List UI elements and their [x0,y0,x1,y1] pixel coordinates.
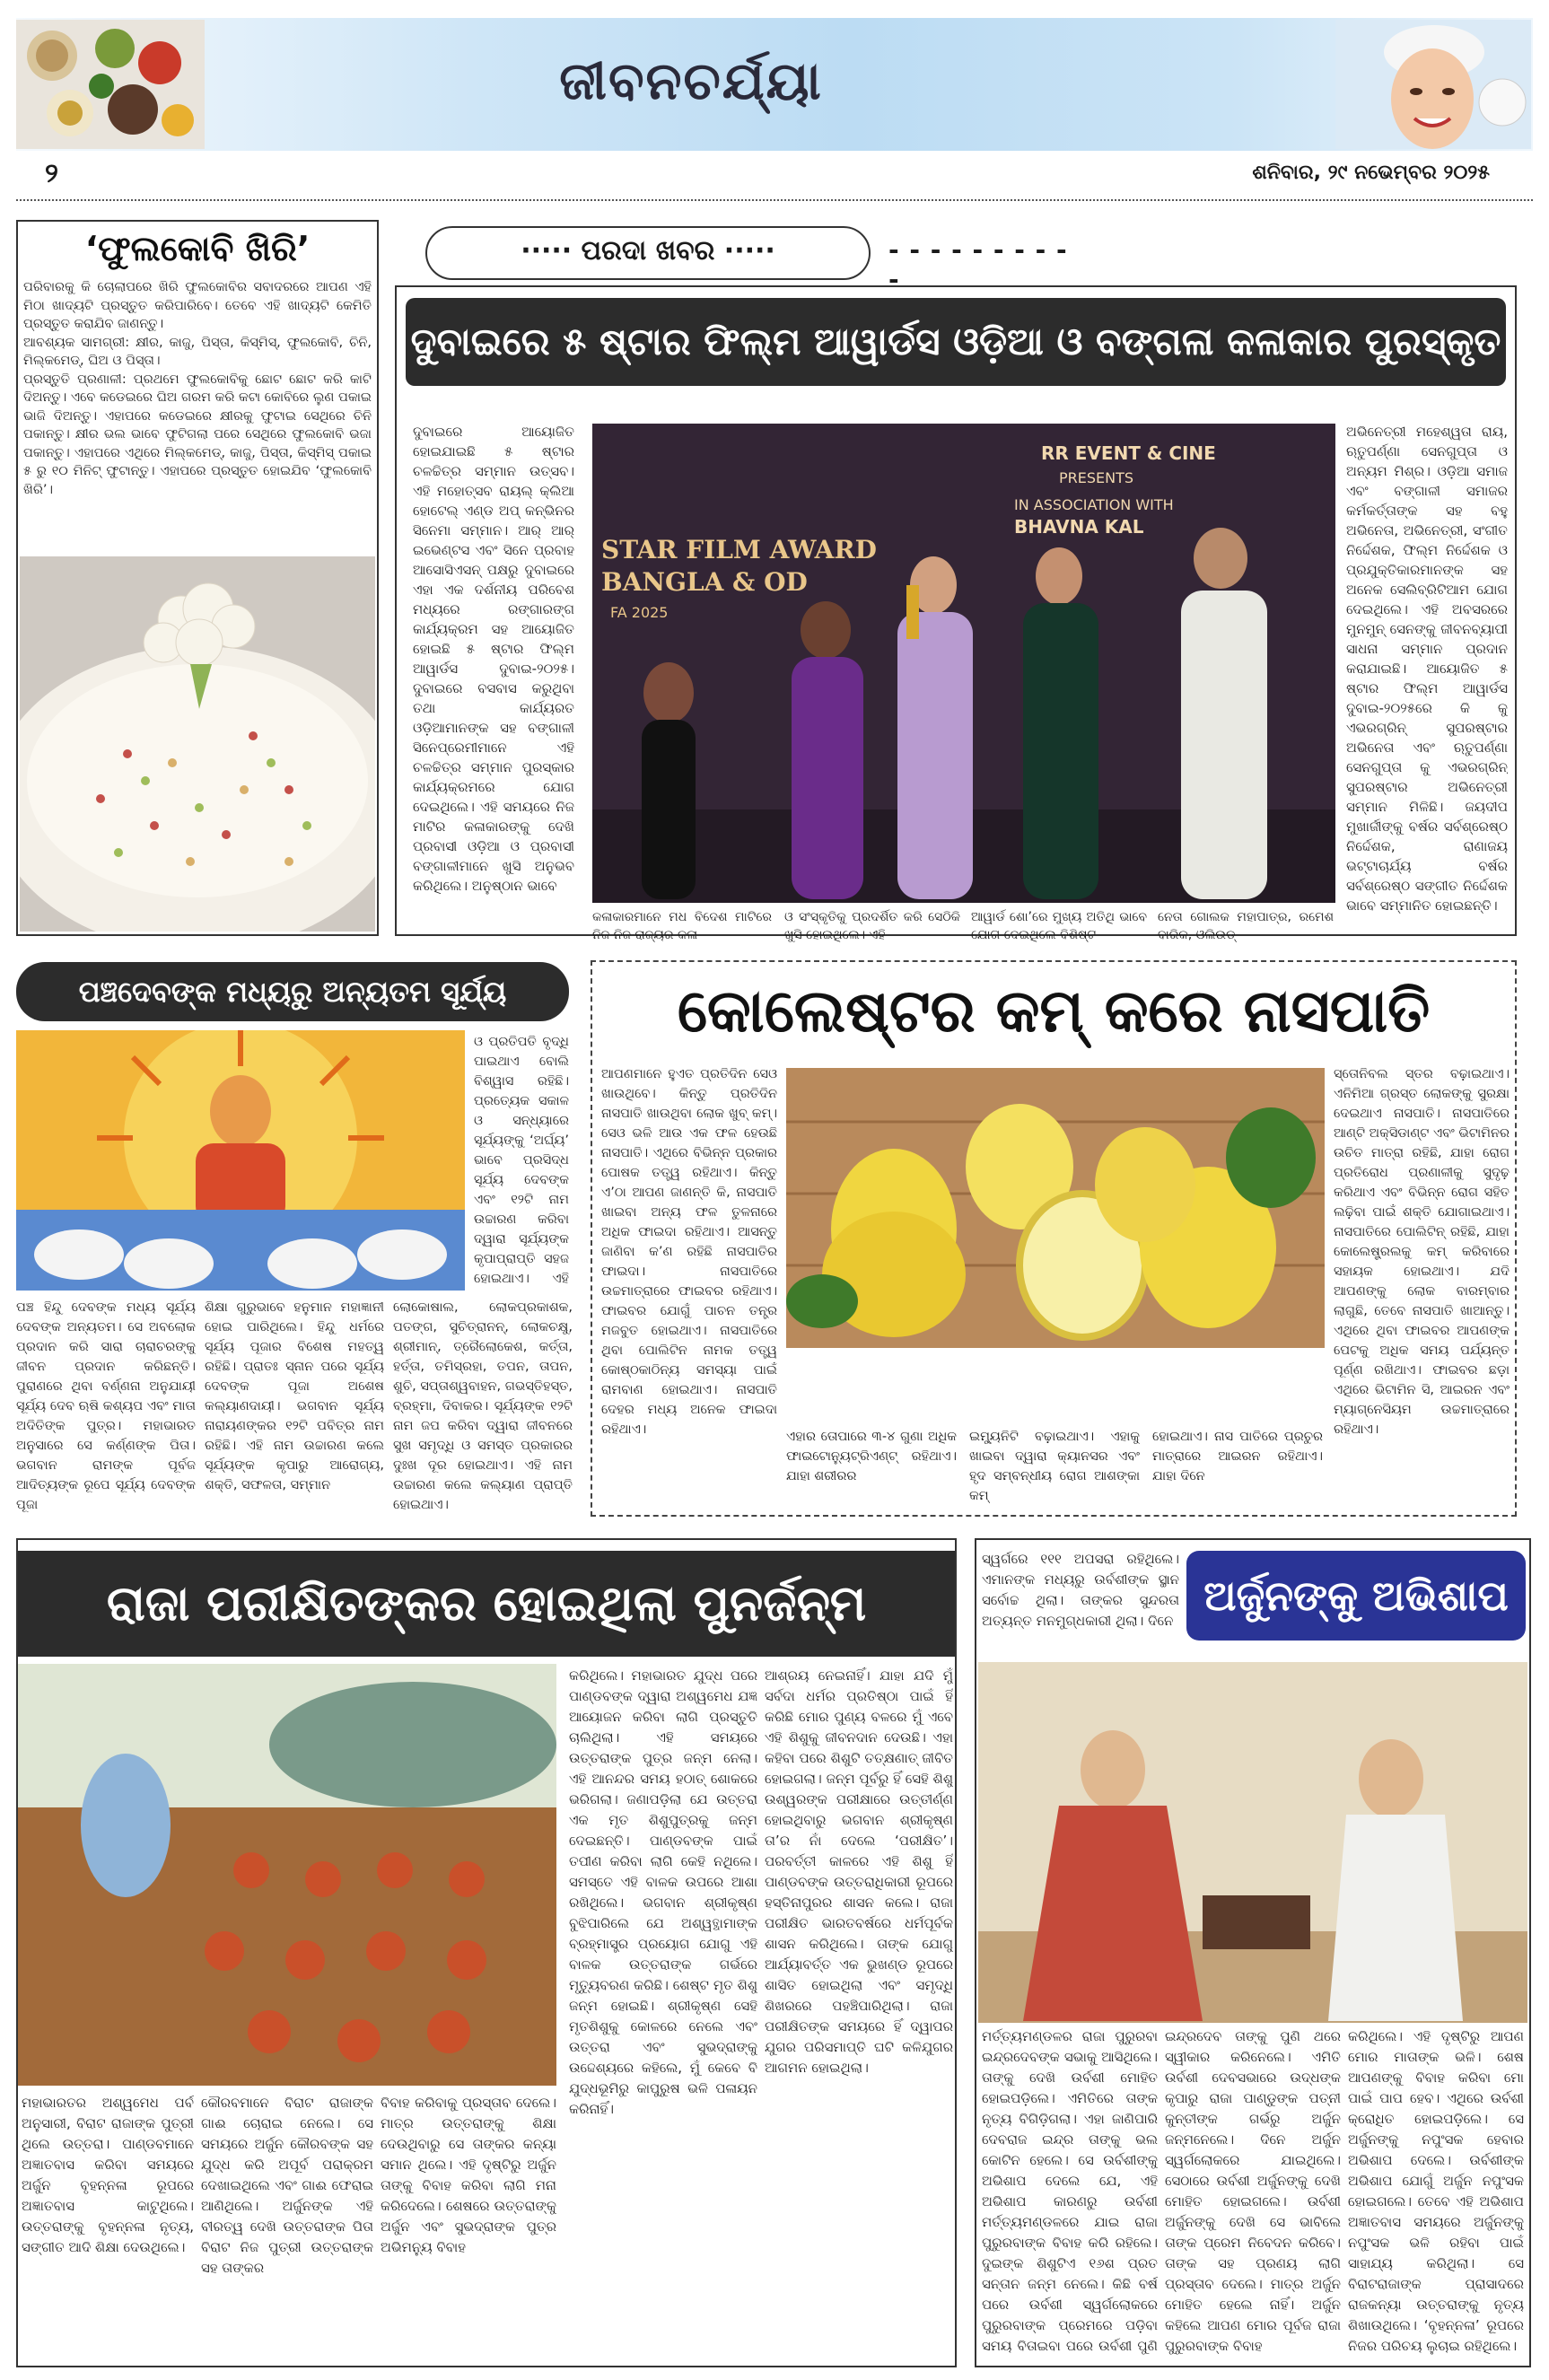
surya-dev-painting [16,1030,465,1291]
arjun-col-2: ଇନ୍ଦ୍ରଦେବ ତାଙ୍କୁ ପୁଣି ଥରେ ସ୍ୱୀକାର କରିନେଲେ। ଏମିତି ଉର୍ବଶୀ ଦେବସଭାରେ ଉଦ୍ଧଙ୍କ କୃପାରୁ ରାଜା ପାଣ୍ଡୁଙ୍କ ପତ୍ନୀ କୁନ୍ତୀଙ୍କ ଗର୍ଭରୁ ଅର୍ଜୁନ ଜନ୍ମନେଲେ। ଦିନେ ଅର୍ଜୁନ ସ୍ୱର୍ଗଲୋକରେ ଯାଇଥିଲେ। ସେଠାରେ ଉର୍ବଶୀ ଅର୍ଜୁନଙ୍କୁ ଦେଖି ମୋହିତ ହୋଇଗଲେ। ଉର୍ବଶୀ ଅର୍ଜୁନଙ୍କୁ ଦେଖି ସେ ଭାବିଲେ ତାଙ୍କ ପ୍ରେମ ନିବେଦନ କରିବେ। ତାଙ୍କ ସହ ପ୍ରଣୟ ଲାଗି ପ୍ରସ୍ତାବ ଦେଲେ। ମାତ୍ର ଅର୍ଜୁନ ମୋହିତ ହେଲେ ନାହିଁ। ଅର୍ଜୁନ କହିଲେ ଆପଣ ମୋର ପୂର୍ବଜ ରାଜା ପୁରୁରବାଙ୍କ ବିବାହ [1165,2028,1341,2354]
surya-side-text: ଓ ପ୍ରତିପତି ବୃଦ୍ଧି ପାଇଥାଏ ବୋଲି ବିଶ୍ୱାସ ରହିଛି। ପ୍ରତ୍ୟେକ ସକାଳ ଓ ସନ୍ଧ୍ୟାରେ ସୂର୍ଯ୍ୟଙ୍କୁ ‘ଅର୍ଘ୍ୟ’ ଭାବେ ପ୍ରସିଦ୍ଧ ସୂର୍ଯ୍ୟ ଦେବଙ୍କ ଏବଂ ୧୨ଟି ନାମ ଉଚ୍ଚାରଣ କରିବା ଦ୍ୱାରା ସୂର୍ଯ୍ୟଙ୍କ କୃପାପ୍ରାପ୍ତି ସହଜ ହୋଇଥାଏ। ଏହି [474,1035,569,1286]
film-col-1: ଦୁବାଇରେ ଆୟୋଜିତ ହୋଇଯାଇଛି ୫ ଷ୍ଟାର ଚଳଚ୍ଚିତ୍ର ସମ୍ମାନ ଉତ୍ସବ। ଏହି ମହୋତ୍ସବ ରାୟଲ୍ କ୍ଲିଆ ହୋଟେଲ୍ ଏଣ୍ଡ ଅପ୍ କନ୍ଭିନର ସିନେମା ସମ୍ମାନ। ଆର୍ ଆର୍ ଇଭେଣ୍ଟସ ଏବଂ ସିନେ ପ୍ରବାହ ଆସୋସିଏସନ୍ ପକ୍ଷରୁ ଦୁବାଇରେ ଏହା ଏକ ଦର୍ଶନୀୟ ପରିବେଶ ମଧ୍ୟରେ ରଙ୍ଗାରଙ୍ଗ କାର୍ଯ୍ୟକ୍ରମ ସହ ଆୟୋଜିତ ହୋଇଛି ୫ ଷ୍ଟାର ଫିଲ୍ମ ଆୱାର୍ଡସ ଦୁବାଇ-୨୦୨୫। ଦୁବାଇରେ ବସବାସ କରୁଥିବା ତଥା କାର୍ଯ୍ୟରତ ଓଡ଼ିଆମାନଙ୍କ ସହ ବଙ୍ଗାଳୀ ସିନେପ୍ରେମୀମାନେ ଏହି ଚଳଚ୍ଚିତ୍ର ସମ୍ମାନ ପୁରସ୍କାର କାର୍ଯ୍ୟକ୍ରମରେ ଯୋଗ ଦେଇଥିଲେ। ଏହି ସମୟରେ ନିଜ ମାଟିର କଳାକାରଙ୍କୁ ଦେଖି ପ୍ରବାସୀ ଓଡ଼ିଆ ଓ ପ୍ରବାସୀ ବଙ୍ଗାଳୀମାନେ ଖୁସି ଅନୁଭବ କରିଥିଲେ। ଅନୁଷ୍ଠାନ ଭାବେ [413,424,574,894]
arjun-col-3: କରିଥିଲେ। ଏହି ଦୃଷ୍ଟିରୁ ଆପଣ ମୋର ମାତାଙ୍କ ଭଳି। ଶେଷ ଆପଣଙ୍କୁ ବିବାହ କରିବା ମୋ ପାଇଁ ପାପ ହେବ। ଏଥିରେ ଉର୍ବଶୀ କ୍ରୋଧିତ ହୋଇପଡ଼ିଲେ। ସେ ଅର୍ଜୁନଙ୍କୁ ନପୁଂସକ ହେବାର ଅଭିଶାପ ଦେଲେ। ଉର୍ବଶୀଙ୍କ ଅଭିଶାପ ଯୋଗୁଁ ଅର୍ଜୁନ ନପୁଂସକ ହୋଇଗଲେ। ତେବେ ଏହି ଅଭିଶାପ ଅଜ୍ଞାତବାସ ସମୟରେ ଅର୍ଜୁନଙ୍କୁ ନପୁଂସକ ଭଳି ରହିବା ପାଇଁ ସାହାଯ୍ୟ କରିଥିଲା। ସେ ବିରାଟରାଜାଙ୍କ ପ୍ରାସାଦରେ ରାଜକନ୍ୟା ଉତ୍ତରାଙ୍କୁ ନୃତ୍ୟ ଶିଖାଉଥିଲେ। ‘ବୃହନ୍ନଳା’ ରୂପରେ ନିଜର ପରିଚୟ ଲୁଚାଇ ରହିଥିଲେ। [1348,2028,1524,2354]
arjun-intro: ସ୍ୱର୍ଗରେ ୧୧୧ ଅପସରା ରହିଥିଲେ। ଏମାନଙ୍କ ମଧ୍ୟରୁ ଉର୍ବଶୀଙ୍କ ସ୍ଥାନ ସର୍ବୋଚ୍ଚ ଥିଲା। ତାଙ୍କର ସୁନ୍ଦରତା ଅତ୍ୟନ୍ତ ମନମୁଗ୍ଧକାରୀ ଥିଲା। ଦିନେ [982,1551,1179,1629]
surya-col-1: ପଞ୍ଚ ହିନ୍ଦୁ ଦେବଙ୍କ ମଧ୍ୟ ସୂର୍ଯ୍ୟ ଦେବଙ୍କ ଅନ୍ୟତମ। ସେ ଅବଲୋକ ପ୍ରଦାନ କରି ସାରା ଚାରାଚରଙ୍କୁ ଜୀବନ ପ୍ରଦାନ କରିଛନ୍ତି। ପୁରାଣରେ ଥିବା ବର୍ଣ୍ଣନା ଅନୁଯାୟୀ ସୂର୍ଯ୍ୟ ଦେବ ଋଷି କଶ୍ୟପ ଏବଂ ମାତା ଅଦିତିଙ୍କ ପୁତ୍ର। ମହାଭାରତ ଅନୁସାରେ ସେ କର୍ଣ୍ଣଙ୍କ ପିତା। ଭଗବାନ ରାମଙ୍କ ପୂର୍ବଜ ଆଦିତ୍ୟଙ୍କ ରୂପେ ସୂର୍ଯ୍ୟ ଦେବଙ୍କ ପୂଜା [16,1300,196,1512]
film-caption-1: କଳାକାରମାନେ ମଧ ବିଦେଶ ମାଟିରେ ନିଜ ନିଜ ରାଜ୍ୟର କଳା [592,910,772,942]
pear-caption-3: ହୋଇଥାଏ। ନାସ ପାତିରେ ପ୍ରଚୁର ମାତ୍ରାରେ ଆଇରନ ରହିଥାଏ। ଯାହା ଦିନେ [1152,1430,1323,1483]
film-caption-4: ନେତା ଗୋଲକ ମହାପାତ୍ର, ରମେଶ ବାରିକ, ଓଲିଉଡ୍ [1158,910,1334,942]
pear-col-2: ସ୍ତୋନିବଲ ସ୍ତର ବଢ଼ାଇଥାଏ। ଏନିମିଆ ଗ୍ରସ୍ତ ଲୋକଙ୍କୁ ସୁରକ୍ଷା ଦେଇଥାଏ ନାସପାତି। ନାସପାତିରେ ଆଣ୍ଟି ଅକ୍ସିଡାଣ୍ଟ ଏବଂ ଭିଟାମିନର ଉଚିତ ମାତ୍ରା ରହିଛି, ଯାହା ରୋଗ ପ୍ରତିରୋଧ ପ୍ରଣାଳୀକୁ ସୁଦୃଢ଼ କରିଥାଏ ଏବଂ ବିଭିନ୍ନ ରୋଗ ସହିତ ଲଢ଼ିବା ପାଇଁ ଶକ୍ତି ଯୋଗାଇଥାଏ। ନାସପାତିରେ ପୋଲିଟିନ୍ ରହିଛି, ଯାହା କୋଲେଷ୍ଟ୍ରଲକୁ କମ୍ କରିବାରେ ସହାୟକ ହୋଇଥାଏ। ଯଦି ଆପଣଙ୍କୁ ଲୋକ ବାରମ୍ବାର ଲାଗୁଛି, ତେବେ ନାସପାତି ଖାଆନ୍ତୁ। ଏଥିରେ ଥିବା ଫାଇବର ଆପଣଙ୍କ ପେଟକୁ ଅଧିକ ସମୟ ପର୍ଯ୍ୟନ୍ତ ପୂର୍ଣ୍ଣ ରଖିଥାଏ। ଫାଇବର ଛଡ଼ା ଏଥିରେ ଭିଟାମିନ ସି, ଆଇରନ ଏବଂ ମ୍ୟାଗ୍ନେସିୟମ ଉଚ୍ଚମାତ୍ରାରେ ରହିଥାଏ। [1334,1067,1510,1437]
film-award-photo [592,424,1335,903]
pear-headline: କୋଲେଷ୍ଟର କମ୍ କରେ ନାସପାତି [677,976,1431,1046]
photo-text-presents: PRESENTS [1059,469,1134,486]
pear-fruit-photo [786,1068,1325,1348]
cauliflower-kheer-photo [20,556,375,932]
photo-text-bhavna: BHAVNA KAL [1014,516,1144,538]
parikshit-col-b: ଆଶ୍ରୟ ନେଇନାହିଁ। ଯାହା ଯଦି ମୁଁ ସର୍ବଦା ଧର୍ମର ପ୍ରତିଷ୍ଠା ପାଇଁ ହିଁ କରିଛି ମୋର ପୁଣ୍ୟ ବଳରେ ମୁଁ ଏବେ ଏହି ଶିଶୁକୁ ଜୀବନଦାନ ଦେଉଛି। ଏହା କହିବା ପରେ ଶିଶୁଟି ତତ୍କ୍ଷଣାତ୍ ଜୀବିତ ହୋଇଗଲା। ଜନ୍ମ ପୂର୍ବରୁ ହିଁ ସେହି ଶିଶୁ ଉଶ୍ୱରଙ୍କ ପରୀକ୍ଷାରେ ଉତ୍ତୀର୍ଣ୍ଣ ହୋଇଥିବାରୁ ଭଗବାନ ଶ୍ରୀକୃଷ୍ଣ ତା’ର ନାଁ ଦେଲେ ‘ପରୀକ୍ଷିତ’। ପରବର୍ତ୍ତୀ କାଳରେ ଏହି ଶିଶୁ ହିଁ ପାଣ୍ଡବଙ୍କ ଉତ୍ତରାଧିକାରୀ ରୂପରେ ହସ୍ତିନାପୁରର ଶାସନ କଲେ। ରାଜା ପରୀକ୍ଷିତ ଭାରତବର୍ଷରେ ଧର୍ମପୂର୍ବକ ଶାସନ କରିଥିଲେ। ତାଙ୍କ ଯୋଗୁ ଆର୍ଯ୍ୟାବର୍ତ୍ତ ଏକ ଭୁଖଣ୍ଡ ରୂପରେ ଶାସିତ ହୋଇଥିଲା ଏବଂ ସମୃଦ୍ଧି ଶିଖରରେ ପହଞ୍ଚିପାରିଥିଲା। ରାଜା ପରୀକ୍ଷିତଙ୍କ ସମୟରେ ହିଁ ଦ୍ୱାପର ଯୁଗର ପରିସମାପ୍ତି ଘଟି କଳିଯୁଗର ଆଗମନ ହୋଇଥିଲା। [765,1667,953,2076]
food-collage-image [16,20,205,149]
surya-title: ପଞ୍ଚଦେବଙ୍କ ମଧ୍ୟରୁ ଅନ୍ୟତମ ସୂର୍ଯ୍ୟ [16,962,569,1021]
recipe-ingredients: ଆବଶ୍ୟକ ସାମଗ୍ରୀ: କ୍ଷୀର, କାଜୁ, ପିସ୍ତା, କିସ୍ମିସ୍, ଫୁଲକୋବି, ଚିନି, ମିଲ୍କମେଡ୍, ଘିଅ ଓ ପିସ୍ତା। [23,335,372,368]
arjun-headline: ଅର୍ଜୁନଙ୍କୁ ଅଭିଶାପ [1186,1551,1526,1641]
pear-caption-1: ଏହାର ତୋପାରେ ୩-୪ ଗୁଣା ଅଧିକ ଫାଇଟୋନ୍ୟୁଟ୍ରିଏଣ୍ଟ୍ ରହିଥାଏ। ଯାହା ଶରୀରର [786,1430,957,1483]
photo-text-year: FA 2025 [610,604,669,621]
arjun-urvashi-painting [978,1662,1527,2023]
parikshit-low-1: ମହାଭାରତର ଅଶ୍ୱମେଧ ପର୍ବ ଅନୁସାରୀ, ବିରାଟ ରାଜାଙ୍କ ପୁତ୍ରୀ ଥିଲେ ଉତ୍ତରା। ପାଣ୍ଡବମାନେ ଅଜ୍ଞାତବାସ କରିବା ସମୟରେ ଅର୍ଜୁନ ବୃହନ୍ନଳା ରୂପରେ ଅଜ୍ଞାତବାସ କାଟୁଥିଲେ। ଉତ୍ତରାଙ୍କୁ ବୃହନ୍ନଳା ନୃତ୍ୟ, ସଙ୍ଗୀତ ଆଦି ଶିକ୍ଷା ଦେଉଥିଲେ। [22,2095,194,2255]
skincare-woman-image [1335,20,1531,149]
parikshit-low-2: କୌରବମାନେ ବିରାଟ ରାଜାଙ୍କ ଗାଈ ଚୋରାଇ ନେଲେ। ସେ ସମୟରେ ଅର୍ଜୁନ କୌରବଙ୍କ ସହ ଯୁଦ୍ଧ କରି ଅପୂର୍ବ ପରାକ୍ରମ ଦେଖାଇଥିଲେ ଏବଂ ଗାଈ ଫେରାଇ ଆଣିଥିଲେ। ଅର୍ଜୁନଙ୍କ ଏହି ବୀରତ୍ୱ ଦେଖି ଉତ୍ତରାଙ୍କ ପିତା ବିରାଟ ନିଜ ପୁତ୍ରୀ ଉତ୍ତରାଙ୍କ ସହ ତାଙ୍କର [201,2095,373,2276]
photo-text-bangla: BANGLA & OD [601,567,808,597]
film-kicker: ····· ପରଦା ଖବର ····· [521,235,775,267]
film-caption-2: ଓ ସଂସ୍କୃତିକୁ ପ୍ରଦର୍ଶିତ କରି ସେଠିକି ଖୁସି ହୋଇଥିଲେ। ଏହି [784,910,960,942]
surya-col-3: ଲୋକୋଷାଲ, ଲୋକପ୍ରକାଶକ, ପତଙ୍ଗ, ସୁଚିତ୍ରାନନ୍, ଲୋକଚକ୍ଷୁ, ଶ୍ରୀମାନ୍, ତ୍ରୈଲୋକେଶ, କର୍ତ୍ତା, ହର୍ତ୍ତା, ତମିସ୍ରହା, ତପନ, ତାପନ, ଶୁଚି, ସପ୍ତାଶ୍ୱବାହନ, ଗଭସ୍ତିହସ୍ତ, ବ୍ରହ୍ମା, ଦିବାକର। ସୂର୍ଯ୍ୟଙ୍କ ୧୨ଟି ନାମ ଜପ କରିବା ଦ୍ୱାରା ଜୀବନରେ ସୁଖ ସମୃଦ୍ଧି ଓ ସମସ୍ତ ପ୍ରକାରର ଦୁଃଖ ଦୂର ହୋଇଥାଏ। ଏହି ନାମ ଉଚ୍ଚାରଣ କଲେ କଲ୍ୟାଣ ପ୍ରାପ୍ତି ହୋଇଥାଏ। [393,1300,573,1512]
film-col-2: ଅଭିନେତ୍ରୀ ମହେଶ୍ୱତା ରାୟ, ଋତୁପର୍ଣ୍ଣା ସେନଗୁପ୍ତା ଓ ଅନ୍ୟମ ମିଶ୍ର। ଓଡ଼ିଆ ସମାଜ ଏବଂ ବଙ୍ଗାଳୀ ସମାଜର କର୍ମକର୍ତ୍ତାଙ୍କ ସହ ବହୁ ଅଭିନେତା, ଅଭିନେତ୍ରୀ, ସଂଗୀତ ନିର୍ଦ୍ଦେଶକ, ଫିଲ୍ମ ନିର୍ଦ୍ଦେଶକ ଓ ପ୍ରଯୁକ୍ତିକାରମାନଙ୍କ ସହ ଅନେକ ସେଲିବ୍ରିଟିଆମ ଯୋଗ ଦେଇଥିଲେ। ଏହି ଅବସରରେ ମୁନମୁନ୍ ସେନଙ୍କୁ ଜୀବନବ୍ୟାପୀ ସାଧନା ସମ୍ମାନ ପ୍ରଦାନ କରାଯାଇଛି। ଆୟୋଜିତ ୫ ଷ୍ଟାର ଫିଲ୍ମ ଆୱାର୍ଡସ ଦୁବାଇ-୨୦୨୫ରେ କି କୁ ଏଭରଗ୍ରିନ୍ ସୁପରଷ୍ଟାର ଅଭିନେତା ଏବଂ ଋତୁପର୍ଣ୍ଣା ସେନଗୁପ୍ତା କୁ ଏଭରଗ୍ରିନ୍ ସୁପରଷ୍ଟାର ଅଭିନେତ୍ରୀ ସମ୍ମାନ ମିଳିଛି। ଜୟଦୀପ ମୁଖାର୍ଜୀଙ୍କୁ ବର୍ଷର ସର୍ବଶ୍ରେଷ୍ଠ ନିର୍ଦ୍ଦେଶକ, ରାଣାଜୟ ଭଟ୍ଟାଚାର୍ଯ୍ୟ ବର୍ଷର ସର୍ବଶ୍ରେଷ୍ଠ ସଙ୍ଗୀତ ନିର୍ଦ୍ଦେଶକ ଭାବେ ସମ୍ମାନିତ ହୋଇଛନ୍ତି। [1346,424,1508,914]
surya-col-2: ଶିକ୍ଷା ଗୁରୁଭାବେ ହନୁମାନ ମହାଜ୍ଞାନୀ ହୋଇ ପାରିଥିଲେ। ହିନ୍ଦୁ ଧର୍ମରେ ସୂର୍ଯ୍ୟ ପୂଜାର ବିଶେଷ ମହତ୍ୱ ରହିଛି। ପ୍ରାତଃ ସ୍ନାନ ପରେ ସୂର୍ଯ୍ୟ ଦେବଙ୍କ ପୂଜା ଅଶେଷ କଲ୍ୟାଣଦାୟୀ। ଭଗବାନ ସୂର୍ଯ୍ୟ ନାରାୟଣଙ୍କର ୧୨ଟି ପବିତ୍ର ନାମ ରହିଛି। ଏହି ନାମ ଉଚ୍ଚାରଣ କଲେ ସୂର୍ଯ୍ୟଙ୍କ କୃପାରୁ ଆରୋଗ୍ୟ, ଶକ୍ତି, ସଫଳତା, ସମ୍ମାନ [205,1300,384,1492]
recipe-method: ପ୍ରସ୍ତୁତି ପ୍ରଣାଳୀ: ପ୍ରଥମେ ଫୁଲକୋବିକୁ ଛୋଟ ଛୋଟ କରି କାଟି ଦିଅନ୍ତୁ। ଏବେ କଡେଇରେ ଘିଅ ଗରମ କରି କଟା କୋବିରେ ଲୁଣ ପକାଇ ଭାଜି ଦିଅନ୍ତୁ। ଏହାପରେ କଡେଇରେ କ୍ଷୀରକୁ ଫୁଟାଇ ସେଥିରେ ଚିନି ପକାନ୍ତୁ। କ୍ଷୀର ଭଲ ଭାବେ ଫୁଟିଗଲା ପରେ ସେଥିରେ ଫୁଲକୋବି ଭଜା ପକାନ୍ତୁ। ଏହାପରେ ଏଥିରେ ମିଲ୍କମେଡ୍, କାଜୁ, ପିସ୍ତା, କିସ୍ମିସ୍ ପକାଇ ୫ ରୁ ୧୦ ମିନିଟ୍ ଫୁଟାନ୍ତୁ। ଏହାପରେ ପ୍ରସ୍ତୁତ ହୋଇଯିବ ‘ଫୁଲକୋବି ଖିରି’। [23,372,372,497]
photo-text-assoc: IN ASSOCIATION WITH [1014,496,1174,513]
pear-caption-2: ଇମ୍ୟୁନିଟି ବଢ଼ାଇଥାଏ। ଏହାକୁ ଖାଇବା ଦ୍ୱାରା କ୍ୟାନସର ଏବଂ ହୃଦ ସମ୍ବନ୍ଧୀୟ ରୋଗ ଆଶଙ୍କା କମ୍ [969,1430,1140,1503]
recipe-title: ‘ଫୁଲକୋବି ଖିରି’ [84,229,311,268]
recipe-text [23,278,372,551]
recipe-intro: ପରିବାରକୁ କି ଚୋଲାପରେ ଖିରି ଫୁଲକୋବିର ସବାଦରରେ ଆପଣ ଏହି ମିଠା ଖାଦ୍ୟଟି ପ୍ରସ୍ତୁତ କରିପାରିବେ। ତେବେ ଏହି ଖାଦ୍ୟଟି କେମିତି ପ୍ରସ୍ତୁତ କରାଯିବ ଜାଣନ୍ତୁ। [23,280,372,331]
photo-text-award: STAR FILM AWARD [601,535,877,564]
film-kicker-dashes: - - - - - - - - - - [888,235,1068,294]
parikshit-low-3: ବିବାହ କରିବାକୁ ପ୍ରସ୍ତାବ ଦେଲେ। ମାତ୍ର ଉତ୍ତରାଙ୍କୁ ଶିକ୍ଷା ଦେଉଥିବାରୁ ସେ ତାଙ୍କର କନ୍ୟା ସମାନ ଥିଲେ। ଏହି ଦୃଷ୍ଟିରୁ ଅର୍ଜୁନ ତାଙ୍କୁ ବିବାହ କରିବା ଲାଗି ମନା କରିଦେଲେ। ଶେଷରେ ଉତ୍ତରାଙ୍କୁ ଅର୍ଜୁନ ଏବଂ ସୁଭଦ୍ରାଙ୍କ ପୁତ୍ର ଅଭିମନ୍ୟୁ ବିବାହ [381,2095,556,2255]
header-divider [16,199,1533,201]
photo-text-top: RR EVENT & CINE [1041,442,1216,464]
film-caption-3: ଆୱାର୍ଡ ଶୋ’ରେ ମୁଖ୍ୟ ଅତିଥି ଭାବେ ଯୋଗ ଦେଇଥିଲେ ବିଶିଷ୍ଟ [971,910,1147,942]
pear-col-1: ଆପଣମାନେ ହୁଏତ ପ୍ରତିଦିନ ସେଓ ଖାଉଥିବେ। କିନ୍ତୁ ପ୍ରତିଦିନ ନାସପାତି ଖାଉଥିବା ଲୋକ ଖୁବ୍ କମ୍। ସେଓ ଭଳି ଆଉ ଏକ ଫଳ ହେଉଛି ନାସପାତି। ଏଥିରେ ବିଭିନ୍ନ ପ୍ରକାର ପୋଷକ ତତ୍ତ୍ୱ ରହିଥାଏ। କିନ୍ତୁ ଏ’ଠା ଆପଣ ଜାଣନ୍ତି କି, ନାସପାତି ଖାଇବା ଅନ୍ୟ ଫଳ ତୁଳନାରେ ଅଧିକ ଫାଇଦା ରହିଥାଏ। ଆସନ୍ତୁ ଜାଣିବା କ’ଣ ରହିଛି ନାସପାତିର ଫାଇଦା। ନାସପାତିରେ ଉଚ୍ଚମାତ୍ରାରେ ଫାଇବର ରହିଥାଏ। ଫାଇବର ଯୋଗୁଁ ପାଚନ ତନ୍ତ୍ର ମଜବୁତ ହୋଇଥାଏ। ନାସପାତିରେ ଥିବା ପୋଲିଟିନ ନାମକ ତତ୍ତ୍ୱ କୋଷ୍ଠକାଠିନ୍ୟ ସମସ୍ୟା ପାଇଁ ରାମବାଣ ହୋଇଥାଏ। ନାସପାତି ଦେହର ମଧ୍ୟ ଅନେକ ଫାଇଦା ରହିଥାଏ। [601,1067,777,1437]
dateline: ଶନିବାର, ୨୯ ନଭେମ୍ବର ୨୦୨୫ [1252,162,1490,184]
parikshit-painting [18,1664,556,2086]
film-headline: ଦୁବାଇରେ ୫ ଷ୍ଟାର ଫିଲ୍ମ ଆୱାର୍ଡସ ଓଡ଼ିଆ ଓ ବଙ୍ଗଳା କଳାକାର ପୁରସ୍କୃତ [406,298,1506,386]
page-number: ୨ [45,158,58,189]
arjun-col-1: ମର୍ତ୍ତ୍ୟମଣ୍ଡଳର ରାଜା ପୁରୁରବା ଇନ୍ଦ୍ରଦେବଙ୍କ ସଭାକୁ ଆସିଥିଲେ। ତାଙ୍କୁ ଦେଖି ଉର୍ବଶୀ ମୋହିତ ହୋଇପଡ଼ିଲେ। ଏମିତିରେ ତାଙ୍କ ନୃତ୍ୟ ବିଗିଡ଼ିଗଲା। ଏହା ଜାଣିପାରି ଦେବରାଜ ଇନ୍ଦ୍ର ତାଙ୍କୁ ଭଲ କୋଟିନ ହେଲେ। ସେ ଉର୍ବଶୀଙ୍କୁ ଅଭିଶାପ ଦେଲେ ଯେ, ଏହି ଅଭିଶାପ କାରଣରୁ ଉର୍ବଶୀ ମର୍ତ୍ତ୍ୟମଣ୍ଡଳରେ ଯାଇ ରାଜା ପୁରୁରବାଙ୍କ ବିବାହ କରି ରହିଲେ। ଦୁଇଙ୍କ ଶିଶୁଟିଏ ୧୬ଶ ପ୍ରତ ସନ୍ତାନ ଜନ୍ମ ନେଲେ। କିଛି ବର୍ଷ ପରେ ଉର୍ବଶୀ ସ୍ୱର୍ଗଲୋକରେ ପୁରୁରବାଙ୍କ ପ୍ରେମରେ ପଡ଼ିବା ସମୟ ବିତାଇବା ପରେ ଉର୍ବଶୀ ପୁଣି [982,2028,1158,2354]
parikshit-col-a: କରିଥିଲେ। ମହାଭାରତ ଯୁଦ୍ଧ ପରେ ପାଣ୍ଡବଙ୍କ ଦ୍ୱାରା ଅଶ୍ୱମେଧ ଯଜ୍ଞ ଆୟୋଜନ କରିବା ଲାଗି ପ୍ରସ୍ତୁତି ଚାଲିଥିଲା। ଏହି ସମୟରେ ଉତ୍ତରାଙ୍କ ପୁତ୍ର ଜନ୍ମ ନେଲା। ଏହି ଆନନ୍ଦର ସମୟ ହଠାତ୍ ଶୋକରେ ଭରିଗଲା। ଜଣାପଡ଼ିଲା ଯେ ଉତ୍ତରା ଏକ ମୃତ ଶିଶୁପୁତ୍ରକୁ ଜନ୍ମ ଦେଇଛନ୍ତି। ପାଣ୍ଡବଙ୍କ ପାଇଁ ତପୀଣ କରିବା ଲାଗି କେହି ନଥିଲେ। ସମସ୍ତେ ଏହି ବାଳକ ଉପରେ ଆଶା ରଖିଥିଲେ। ଭଗବାନ ଶ୍ରୀକୃଷ୍ଣ ବୁଝିପାରିଲେ ଯେ ଅଶ୍ୱତ୍ଥାମାଙ୍କ ବ୍ରହ୍ମାସ୍ତ୍ର ପ୍ରୟୋଗ ଯୋଗୁ ଏହି ବାଳକ ଉତ୍ତରାଙ୍କ ଗର୍ଭରେ ମୃତ୍ୟୁବରଣ କରିଛି। ଶେଷ୍ଟ ମୃତ ଶିଶୁ ଜନ୍ମ ହୋଇଛି। ଶ୍ରୀକୃଷ୍ଣ ସେହି ମୃତଶିଶୁକୁ କୋଳରେ ନେଲେ ଏବଂ ଉତ୍ତରା ଏବଂ ସୁଭଦ୍ରାଙ୍କୁ ଉଦ୍ଦେଶ୍ୟରେ କହିଲେ, ମୁଁ କେବେ ବି ଯୁଦ୍ଧଭୂମିରୁ କାପୁରୁଷ ଭଳି ପଳାୟନ କରିନାହିଁ। [569,1667,757,2117]
parikshit-headline: ରାଜା ପରୀକ୍ଷିତଙ୍କର ହୋଇଥିଲା ପୁନର୍ଜନ୍ମ [18,1551,955,1657]
masthead-title: ଜୀବନଚର୍ଯ୍ୟା [559,50,823,111]
